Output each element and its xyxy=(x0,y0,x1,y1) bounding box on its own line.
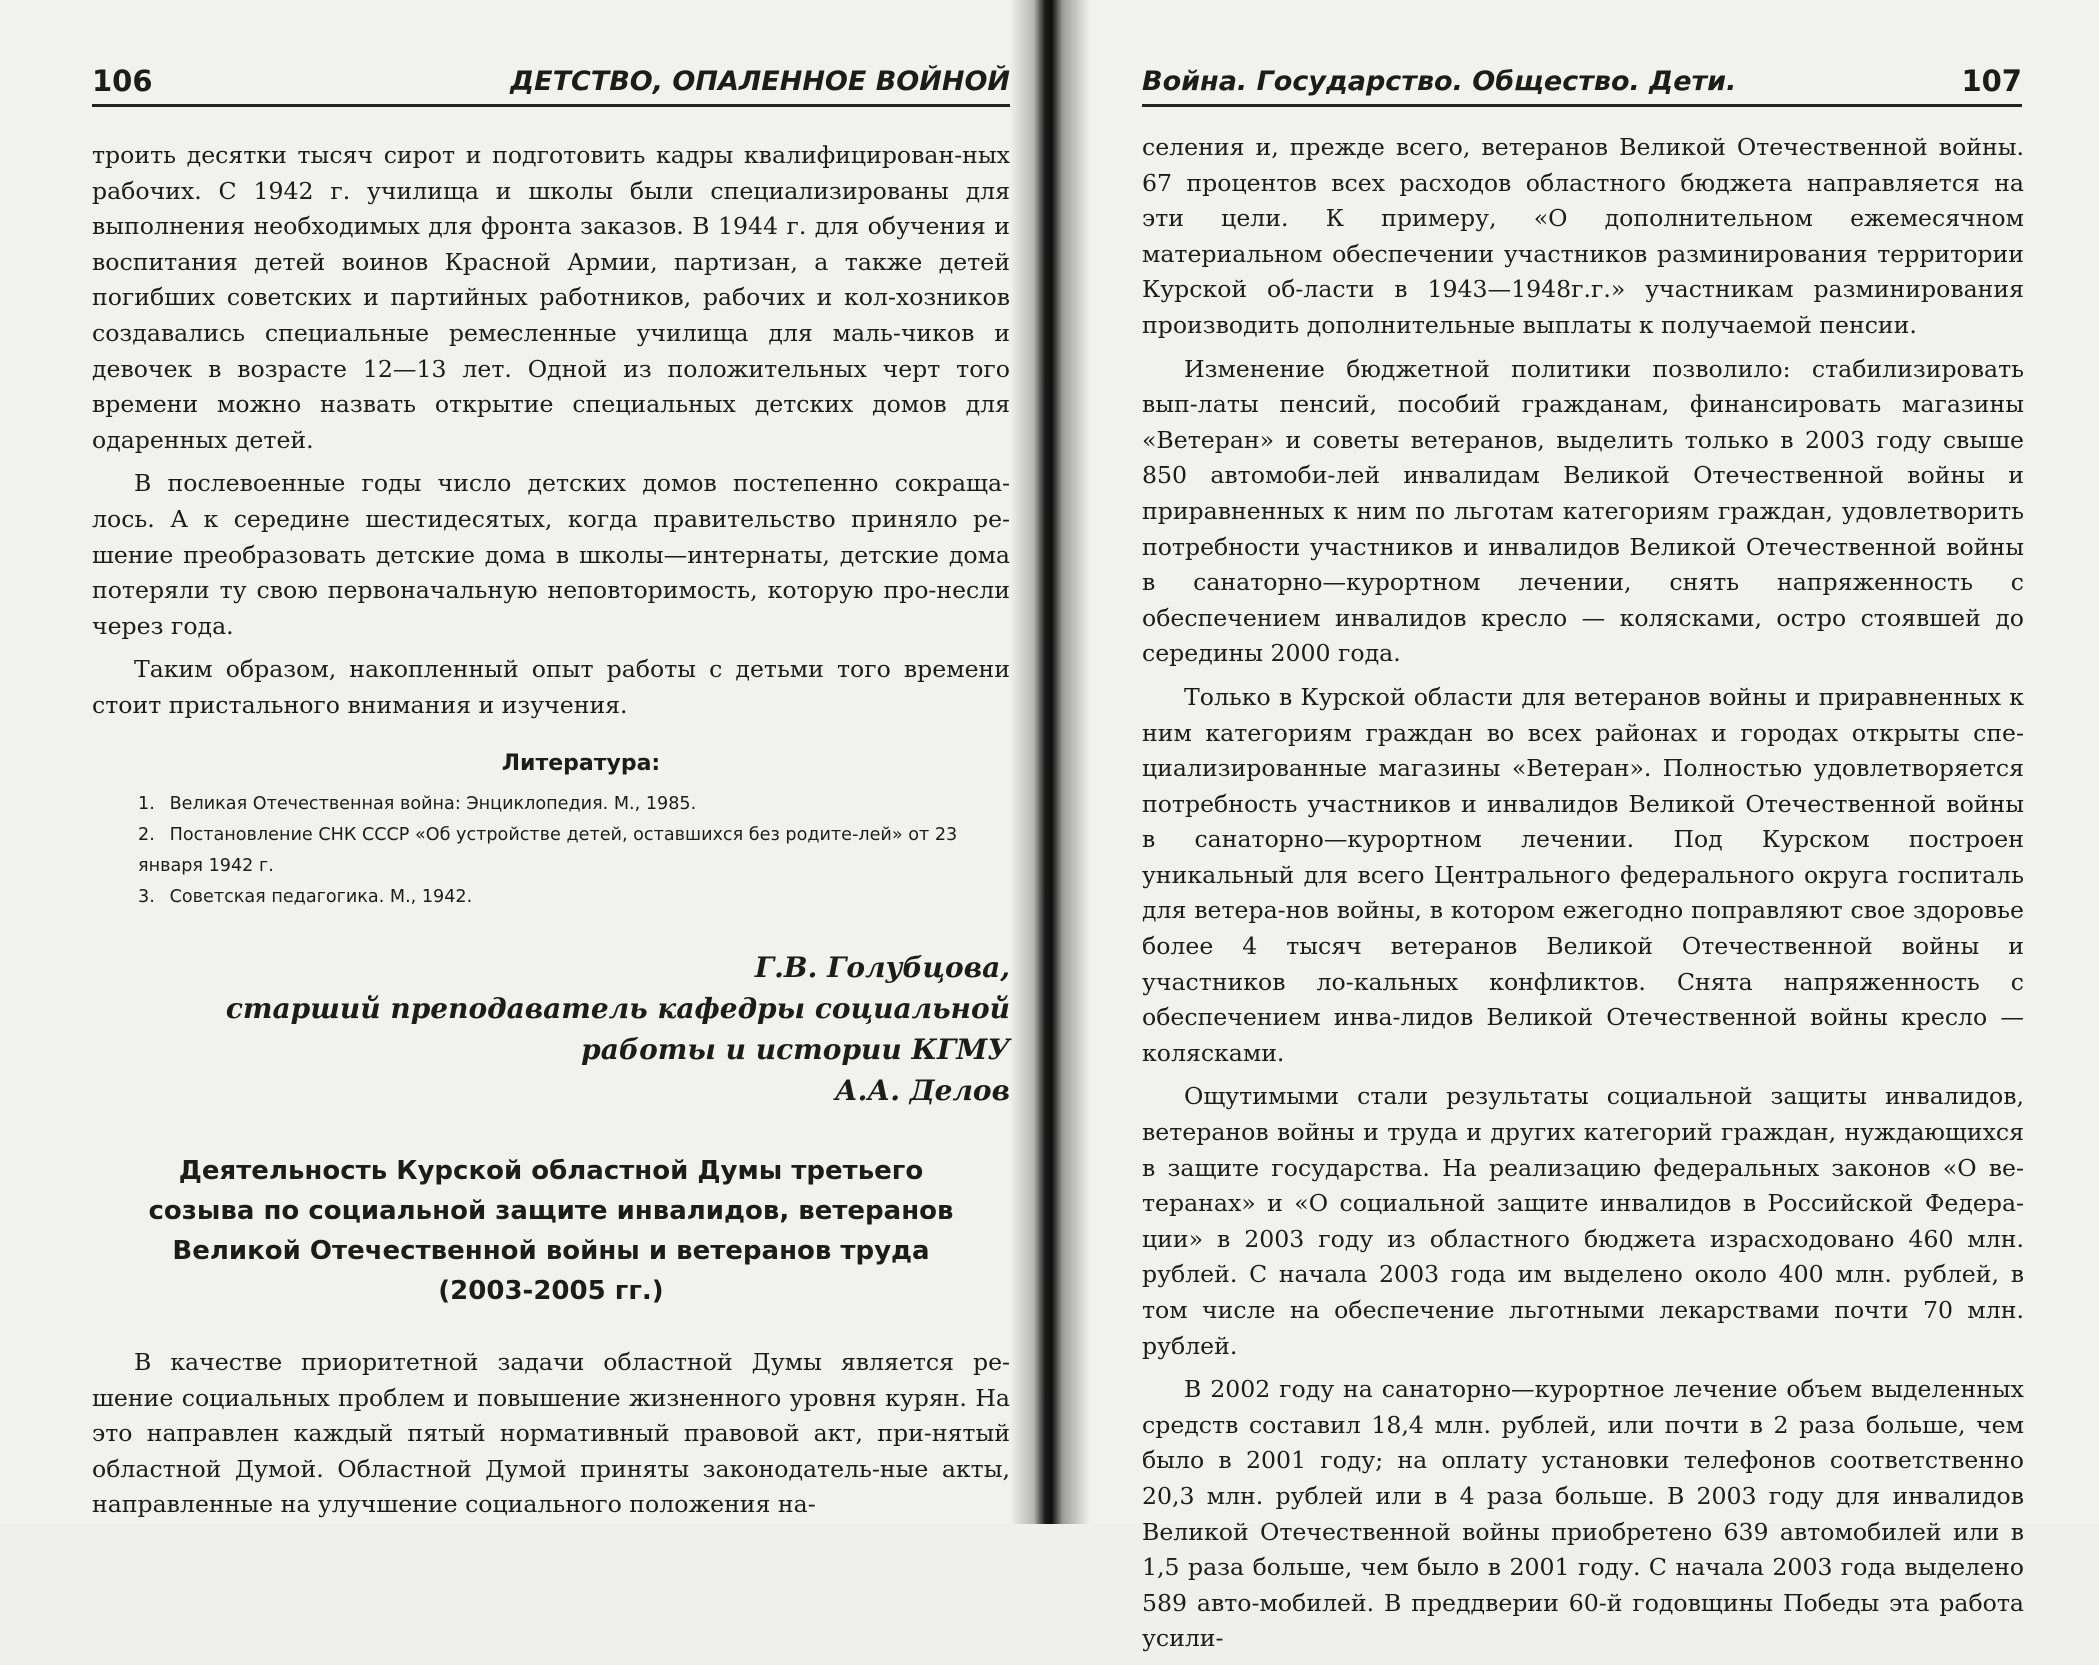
page-number: 106 xyxy=(92,64,153,98)
right-page-body xyxy=(1142,130,2024,1665)
right-page xyxy=(1060,0,2099,1653)
paragraph: В 2002 году на санаторно—курортное лечение объем выделенных средств составил 18,4 млн. рублей, или почти в 2 раза больше, чем было в 2001 году; на оплату установки телефонов соответственно 20,3 млн. рублей или в 4 раза больше. В 2003 году для инвалидов Великой Отечественной войны приобретено 639 автомобилей или в 1,5 раза больше, чем было в 2001 году. С начала 2003 года выделено 589 авто-мобилей. В преддверии 60-й годовщины Победы эта работа усили- xyxy=(1142,1375,2024,1653)
paragraph: Изменение бюджетной политики позволило: стабилизировать вып-латы пенсий, пособий гражданам, финансировать магазины «Ветеран» и советы ветеранов, выделить только в 2003 году свыше 850 автомоби-лей инвалидам Великой Отечественной войны и приравненных к ним по льготам категориям граждан, удовлетворить потребности участников и инвалидов Великой Отечественной войны в санаторно—курортном лечении, снять напряженность с обеспечением инвалидов кресло — колясками, остро стоявшей до середины 2000 года. xyxy=(1142,354,2024,668)
literature-item xyxy=(92,820,1010,882)
paragraph: В качестве приоритетной задачи областной Думы является ре-шение социальных проблем и повышение жизненного уровня курян. На это направлен каждый пятый нормативный правовой акт, при-нятый областной Думой. Областной Думой приняты законодатель-ные акты, направленные на улучшение социального положения на- xyxy=(92,1348,1010,1519)
literature-item-number: 2. xyxy=(138,825,155,846)
article-title-line: (2003-2005 гг.) xyxy=(438,1276,664,1307)
paragraph: В послевоенные годы число детских домов постепенно сокраща-лось. А к середине шестидесятых, когда правительство приняло ре-шение преобразовать детские дома в школы—интернаты, детские дома потеряли ту свою первоначальную неповторимость, которую про-несли через года. xyxy=(92,469,1010,640)
right-page-header xyxy=(1142,60,2022,107)
book-gutter xyxy=(1010,0,1090,1524)
left-page-header xyxy=(92,60,1010,107)
author-signature xyxy=(92,947,1010,1111)
paragraph: Ощутимыми стали результаты социальной защиты инвалидов, ветеранов войны и труда и других категорий граждан, нуждающихся в защите государства. На реализацию федеральных законов «О ве-теранах» и «О социальной защите инвалидов в Российской Федера-ции» в 2003 году из областного бюджета израсходовано 460 млн. рублей. С начала 2003 года им выделено около 400 млн. рублей, в том числе на обеспечение льготными лекарствами почти 70 млн. рублей. xyxy=(1142,1082,2024,1360)
page-number: 107 xyxy=(1961,64,2022,98)
literature-list xyxy=(92,789,1010,913)
article-title-line: Деятельность Курской областной Думы третьего xyxy=(178,1156,924,1187)
article-title xyxy=(92,1151,1010,1311)
author-name: Г.В. Голубцова, xyxy=(754,951,1010,985)
literature-item xyxy=(92,789,1010,820)
literature-item-number: 3. xyxy=(138,887,155,908)
running-title: ДЕТСТВО, ОПАЛЕННОЕ ВОЙНОЙ xyxy=(510,66,1010,97)
article-title-line: Великой Отечественной войны и ветеранов труда xyxy=(172,1236,930,1267)
left-page-body xyxy=(92,138,1010,1531)
literature-item-text: Великая Отечественная война: Энциклопедия. М., 1985. xyxy=(169,794,697,815)
left-page xyxy=(0,0,1035,1524)
paragraph: Только в Курской области для ветеранов войны и приравненных к ним категориям граждан во всех районах и городах открыты спе-циализированные магазины «Ветеран». Полностью удовлетворяется потребность участников и инвалидов Великой Отечественной войны в санаторно—курортном лечении. Под Курском построен уникальный для всего Центрального федерального округа госпиталь для ветера-нов войны, в котором ежегодно поправляют свое здоровье более 4 тысяч ветеранов Великой Отечественной войны и участников ло-кальных конфликтов. Снята напряженность с обеспечением инва-лидов Великой Отечественной войны кресло — колясками. xyxy=(1142,682,2024,1067)
paragraph: Таким образом, накопленный опыт работы с детьми того времени стоит пристального внимания и изучения. xyxy=(92,655,1010,719)
literature-item xyxy=(92,882,1010,913)
running-title: Война. Государство. Общество. Дети. xyxy=(1142,66,1737,97)
literature-item-number: 1. xyxy=(138,794,155,815)
author-position: старший преподаватель кафедры социальной xyxy=(225,992,1010,1026)
literature-section xyxy=(92,746,1010,914)
author-name: А.А. Делов xyxy=(834,1074,1010,1108)
literature-item-text: Постановление СНК СССР «Об устройстве детей, оставшихся без родите-лей» от 23 января 1942 г. xyxy=(138,825,958,877)
author-position: работы и истории КГМУ xyxy=(581,1033,1010,1067)
article-title-line: созыва по социальной защите инвалидов, ветеранов xyxy=(148,1196,954,1227)
literature-item-text: Советская педагогика. М., 1942. xyxy=(169,887,473,908)
paragraph: троить десятки тысяч сирот и подготовить кадры квалифицирован-ных рабочих. С 1942 г. училища и школы были специализированы для выполнения необходимых для фронта заказов. В 1944 г. для обучения и воспитания детей воинов Красной Армии, партизан, а также детей погибших советских и партийных работников, рабочих и кол-хозников создавались специальные ремесленные училища для маль-чиков и девочек в возрасте 12—13 лет. Одной из положительных черт того времени можно назвать открытие специальных детских домов для одаренных детей. xyxy=(92,141,1010,454)
paragraph: селения и, прежде всего, ветеранов Великой Отечественной войны. 67 процентов всех расходов областного бюджета направляется на эти цели. К примеру, «О дополнительном ежемесячном материальном обеспечении участников разминирования территории Курской об-ласти в 1943—1948г.г.» участникам разминирования производить дополнительные выплаты к получаемой пенсии. xyxy=(1142,133,2024,339)
literature-title: Литература: xyxy=(501,750,661,776)
